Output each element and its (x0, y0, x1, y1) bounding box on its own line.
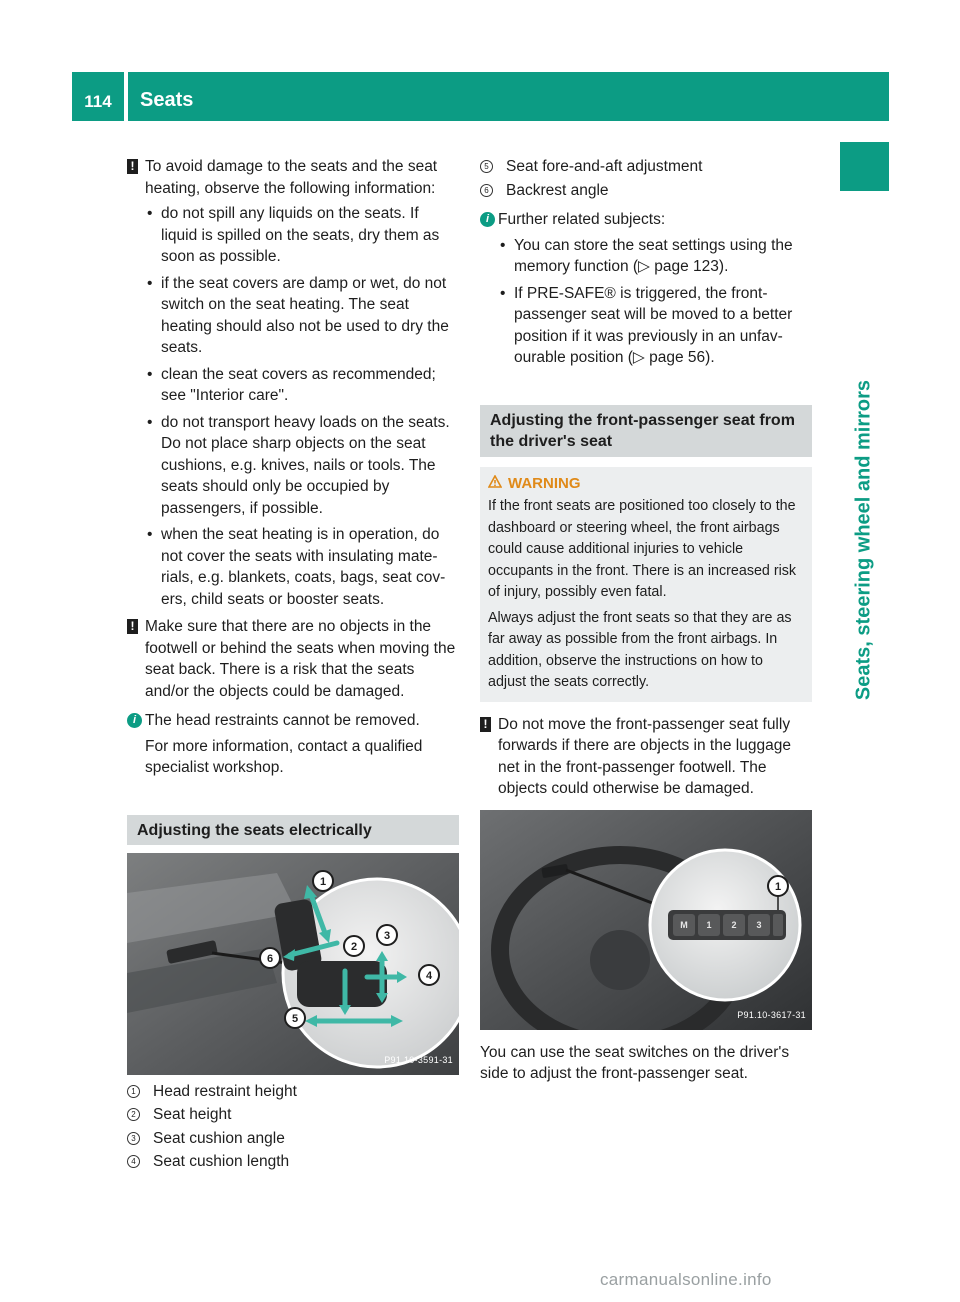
warning-text: Always adjust the front seats so that they are as far away as possible from the front airbags. In addition, observe the instructions on how to adjust the seats correctly. (488, 609, 792, 690)
bullet-icon: • (147, 413, 153, 431)
damage-note-intro: To avoid damage to the seats and the seat heating, observe the following information: (145, 158, 438, 197)
list-item: • when the seat heating is in operation, do not cover the seats with insulating mate-rials, e.g. blankets, coats, bags, seat cov-ers, child seats or booster seats. (147, 526, 446, 608)
seat-adjust-figure (127, 853, 459, 1075)
bullet-icon: • (147, 205, 153, 222)
memory-button-label: 2 (731, 919, 737, 930)
memory-switch-figure (480, 810, 812, 1030)
svg-text:6: 6 (266, 952, 274, 965)
luggage-net-note: ! Do not move the front-passenger seat fully forwards if there are objects in the luggage net in the front-passenger footwell. The objects could otherwise be damaged. (480, 714, 812, 800)
list-item: • do not transport heavy loads on the seats. Do not place sharp objects on the seat cushions, e.g. knives, nails or tools. The seats should only be occupied by passengers, if possible. (147, 413, 450, 517)
side-tab (840, 142, 889, 191)
callout-number-icon: 3 (127, 1132, 140, 1145)
legend-item: 5 Seat fore-and-aft adjustment (480, 156, 812, 178)
memory-button-label: 1 (706, 919, 712, 930)
legend-item: 4 Seat cushion length (127, 1151, 459, 1173)
svg-text:1: 1 (319, 875, 327, 888)
list-item: • do not spill any liquids on the seats. If liquid is spilled on the seats, dry them as soon as possible. (147, 205, 440, 265)
seat-adjust-legend-cont (480, 156, 812, 201)
related-subjects-list (480, 235, 812, 369)
exclamation-icon: ! (127, 159, 138, 174)
callout-number-icon: 2 (127, 1108, 140, 1121)
header-divider (124, 72, 128, 121)
closing-paragraph: You can use the seat switches on the driver's side to adjust the front-passenger seat. (480, 1043, 790, 1082)
head-restraint-info: i The head restraints cannot be removed. (127, 710, 459, 732)
memory-button-label: M (680, 919, 688, 930)
warning-box (480, 467, 812, 702)
list-item: • if the seat covers are damp or wet, do not switch on the seat heating. The seat heating should also not be used to dry the seats. (147, 274, 449, 356)
warning-title: WARNING (488, 473, 804, 495)
list-item: • You can store the seat settings using the memory function (▷ page 123). (500, 236, 793, 275)
svg-text:3: 3 (383, 929, 391, 942)
legend-item: 2 Seat height (127, 1104, 459, 1126)
section-heading-seats-electrically: Adjusting the seats electrically (127, 815, 459, 845)
legend-item: 1 Head restraint height (127, 1081, 459, 1103)
warning-text: If the front seats are positioned too closely to the dashboard or steering wheel, the front airbags could cause additional injuries to vehicle occupants in the front. There is an increased risk of injury, possibly even fatal. (488, 498, 797, 600)
watermark: carmanualsonline.info (600, 1270, 772, 1289)
right-column (480, 156, 812, 1085)
bullet-icon: • (147, 365, 153, 383)
damage-note-list (127, 203, 459, 610)
legend-item: 6 Backrest angle (480, 180, 812, 202)
svg-text:5: 5 (291, 1012, 299, 1025)
seat-adjust-illustration (127, 853, 459, 1075)
callout-number-icon: 1 (127, 1085, 140, 1098)
info-icon: i (480, 212, 495, 227)
callout-number: 1 (774, 880, 782, 893)
objects-note: ! Make sure that there are no objects in the footwell or behind the seats when moving the seat back. There is a risk that the seats and/or the objects could be damaged. (127, 616, 459, 702)
list-item: • clean the seat covers as recommended; see "Interior care". (147, 365, 436, 404)
warning-triangle-icon (488, 475, 502, 488)
exclamation-icon: ! (480, 717, 491, 732)
callout-number-icon: 5 (480, 160, 493, 173)
damage-note (127, 156, 459, 199)
head-restraint-info-sub: For more information, contact a qualified specialist workshop. (145, 737, 423, 776)
memory-switch-illustration (480, 810, 812, 1030)
exclamation-icon: ! (127, 619, 138, 634)
info-icon: i (127, 713, 142, 728)
seat-adjust-legend (127, 1081, 459, 1173)
left-column (127, 156, 459, 1175)
bullet-icon: • (147, 526, 153, 543)
memory-button-label: 3 (756, 919, 762, 930)
bullet-icon: • (500, 236, 506, 254)
related-subjects-info: i Further related subjects: (480, 209, 812, 231)
page-number: 114 (84, 92, 112, 111)
bullet-icon: • (147, 274, 153, 292)
figure-code: P91.10-3591-31 (384, 1055, 453, 1065)
svg-text:2: 2 (350, 940, 358, 953)
bullet-icon: • (500, 284, 506, 302)
list-item: • If PRE-SAFE® is triggered, the front-passenger seat will be moved to a better position if it was previously in an unfav-ourable position (▷ page 56). (500, 284, 793, 366)
callout-number-icon: 6 (480, 184, 493, 197)
header-bar (72, 72, 889, 121)
svg-text:4: 4 (425, 969, 433, 982)
legend-item: 3 Seat cushion angle (127, 1128, 459, 1150)
passenger-seat-button (773, 914, 783, 936)
section-heading-front-passenger-seat: Adjusting the front-passenger seat from the driver's seat (480, 405, 812, 457)
callout-number-icon: 4 (127, 1155, 140, 1168)
side-tab-label: Seats, steering wheel and mirrors (852, 379, 875, 701)
figure-code: P91.10-3617-31 (737, 1010, 806, 1020)
section-title: Seats (140, 89, 194, 111)
